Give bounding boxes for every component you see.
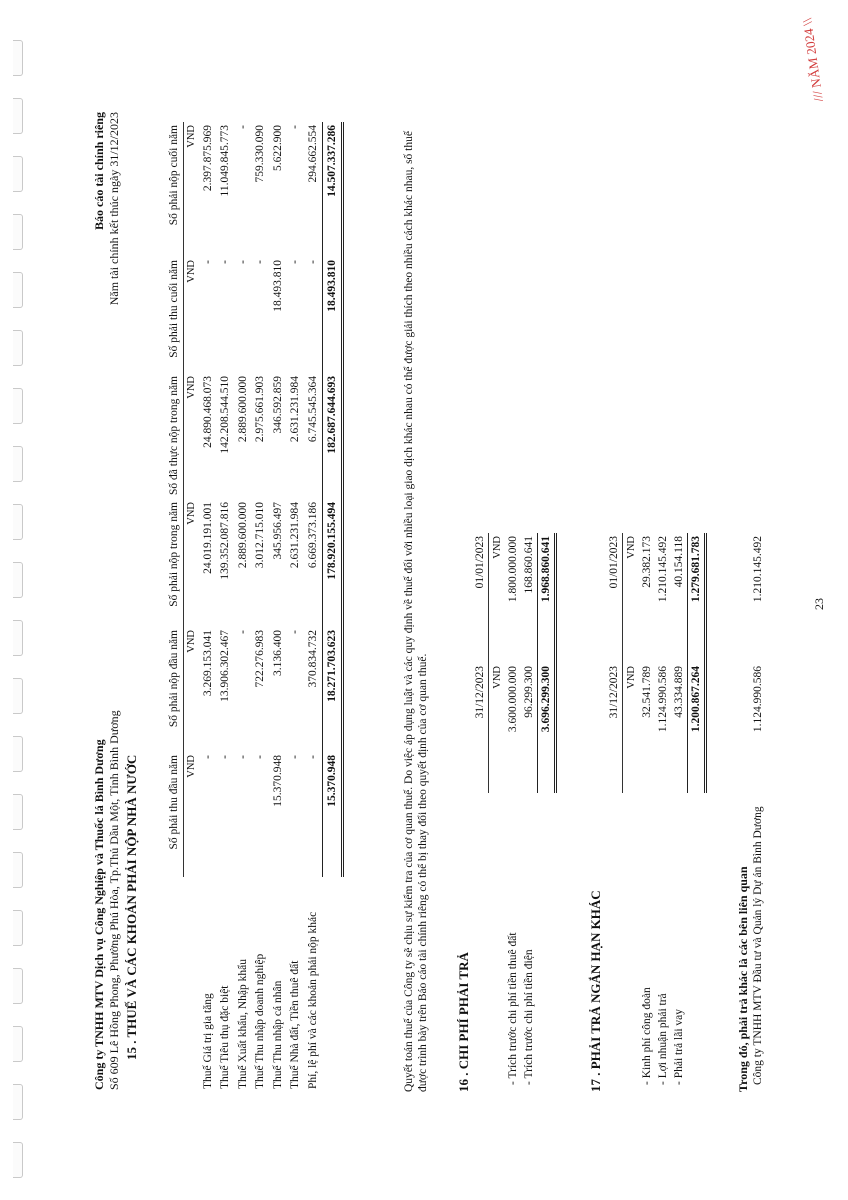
- value-cell: 6.669.373.186: [306, 502, 319, 569]
- total-cell: 18.493.810: [322, 257, 342, 373]
- column-header: Số phải thu đầu năm: [168, 755, 180, 850]
- table-row: [750, 533, 766, 1088]
- unit-cell: VND: [184, 627, 200, 752]
- value-cell: 3.012.715.010: [254, 502, 267, 569]
- row-label: Thuế Thu nhập doanh nghiệp: [254, 953, 267, 1089]
- related-parties-title: Trong đó, phải trả khác là các bên liên quan: [736, 866, 750, 1092]
- table-header-row: [606, 533, 623, 1088]
- value-cell: 346.592.859: [271, 376, 284, 434]
- value-cell: 759.330.090: [254, 125, 267, 183]
- value-cell: 722.276.983: [254, 630, 267, 688]
- column-header: Số phải thu cuối năm: [168, 260, 180, 358]
- value-cell: 2.397.875.969: [201, 125, 214, 192]
- value-cell: -: [236, 260, 249, 264]
- value-cell: -: [201, 260, 214, 264]
- value-cell: -: [201, 755, 214, 759]
- header-label-cell: [606, 793, 623, 1088]
- unit-cell: VND: [489, 533, 506, 663]
- unit-cell: VND: [184, 373, 200, 499]
- value-cell: 139.352.087.816: [219, 502, 232, 580]
- value-cell: 32.541.789: [641, 666, 653, 718]
- value-cell: -: [236, 755, 249, 759]
- value-cell: 1.124.990.586: [752, 666, 764, 733]
- value-cell: -: [236, 125, 249, 129]
- table-row: [639, 533, 655, 1088]
- value-cell: 24.019.191.001: [201, 502, 214, 574]
- value-cell: 2.889.600.000: [236, 376, 249, 443]
- table-row: [655, 533, 671, 1088]
- official-stamp-fragment: /// NĂM 2024 \\: [799, 17, 826, 103]
- table-row: [505, 533, 521, 1088]
- value-cell: 13.906.302.467: [219, 630, 232, 702]
- value-cell: 18.493.810: [271, 260, 284, 312]
- unit-cell: VND: [184, 257, 200, 373]
- value-cell: -: [254, 755, 267, 759]
- table-row: [234, 122, 252, 1092]
- value-cell: 6.745.545.364: [306, 376, 319, 443]
- value-cell: 29.382.173: [641, 536, 653, 588]
- unit-cell: VND: [184, 499, 200, 627]
- row-label: Công ty TNHH MTV Đầu tư và Quản lý Dự án Bình Dương: [752, 806, 764, 1085]
- header-label-cell: [472, 793, 489, 1088]
- column-header: 31/12/2023: [474, 666, 486, 719]
- value-cell: 168.860.641: [523, 536, 535, 594]
- value-cell: -: [289, 630, 302, 634]
- row-label: - Trích trước chi phí tiền điện: [523, 949, 536, 1085]
- row-label: - Lợi nhuận phải trả: [657, 993, 669, 1085]
- unit-cell: VND: [623, 663, 640, 793]
- unit-blank-cell: [184, 877, 200, 1092]
- total-cell: 18.271.703.623: [322, 627, 342, 752]
- unit-row: [489, 533, 506, 1088]
- value-cell: -: [219, 755, 232, 759]
- row-label: Thuế Nhà đất, Tiền thuê đất: [289, 960, 302, 1089]
- value-cell: 96.299.300: [523, 666, 535, 718]
- row-label: Phí, lệ phí và các khoản phải nộp khác: [307, 911, 319, 1089]
- unit-cell: VND: [623, 533, 640, 663]
- value-cell: 3.269.153.041: [201, 630, 214, 697]
- company-address: Số 609 Lê Hồng Phong, Phường Phú Hòa, Tp.Thủ Dầu Một, Tỉnh Bình Dương: [107, 710, 121, 1090]
- total-label-cell: [688, 793, 706, 1088]
- value-cell: 43.334.889: [673, 666, 685, 718]
- total-label-cell: [538, 793, 556, 1088]
- row-label: - Trích trước chi phí tiền thuê đất: [507, 932, 519, 1085]
- section-16-title: 16 . CHI PHÍ PHẢI TRẢ: [456, 952, 471, 1092]
- other-payables-table: [606, 533, 707, 1088]
- value-cell: 142.208.544.510: [219, 376, 232, 454]
- unit-cell: VND: [184, 752, 200, 877]
- page-number: 23: [812, 598, 826, 610]
- unit-row: [623, 533, 640, 1088]
- value-cell: -: [289, 125, 302, 129]
- table-row: [252, 122, 270, 1092]
- unit-cell: VND: [184, 122, 200, 257]
- value-cell: 2.889.600.000: [236, 502, 249, 569]
- related-parties-table: [750, 533, 766, 1088]
- table-header-row: [472, 533, 489, 1088]
- total-cell: 1.200.867.264: [688, 663, 706, 793]
- value-cell: -: [254, 260, 267, 264]
- value-cell: 24.890.468.073: [201, 376, 214, 448]
- row-label: Thuế Tiêu thụ đặc biệt: [219, 985, 232, 1089]
- total-row: [322, 122, 342, 1092]
- total-cell: 182.687.644.693: [322, 373, 342, 499]
- accrued-expenses-table: [472, 533, 557, 1088]
- report-period: Năm tài chính kết thúc ngày 31/12/2023: [107, 112, 121, 306]
- value-cell: 2.975.661.903: [254, 376, 267, 443]
- value-cell: 40.154.118: [673, 536, 685, 588]
- row-label: Thuế Giá trị gia tăng: [201, 993, 214, 1089]
- row-label: - Kinh phí công đoàn: [641, 987, 653, 1085]
- tax-table: [168, 122, 344, 1092]
- table-row: [269, 122, 287, 1092]
- header-label-cell: [168, 877, 184, 1092]
- total-cell: 15.370.948: [322, 752, 342, 877]
- column-header: 31/12/2023: [608, 666, 620, 719]
- value-cell: 2.631.231.984: [289, 502, 302, 569]
- value-cell: 1.210.145.492: [657, 536, 669, 603]
- column-header: Số phải nộp trong năm: [168, 502, 180, 607]
- total-cell: 1.279.681.783: [688, 533, 706, 663]
- value-cell: -: [289, 260, 302, 264]
- table-row: [287, 122, 305, 1092]
- table-row: [521, 533, 538, 1088]
- value-cell: -: [219, 260, 232, 264]
- value-cell: -: [306, 755, 319, 759]
- value-cell: -: [306, 260, 319, 264]
- value-cell: 345.956.497: [271, 502, 284, 560]
- table-row: [671, 533, 688, 1088]
- total-cell: 3.696.299.300: [538, 663, 556, 793]
- table-row: [217, 122, 235, 1092]
- total-row: [688, 533, 706, 1088]
- value-cell: 15.370.948: [271, 755, 284, 807]
- value-cell: 1.124.990.586: [657, 666, 669, 733]
- row-label: Thuế Xuất khẩu, Nhập khẩu: [236, 959, 249, 1089]
- table-row: [199, 122, 217, 1092]
- column-header: Số đã thực nộp trong năm: [168, 376, 180, 495]
- unit-blank-cell: [489, 793, 506, 1088]
- row-label: Thuế Thu nhập cá nhân: [271, 980, 284, 1089]
- value-cell: 1.800.000.000: [507, 536, 519, 603]
- value-cell: -: [236, 630, 249, 634]
- value-cell: 3.600.000.000: [507, 666, 519, 733]
- unit-cell: VND: [489, 663, 506, 793]
- value-cell: 294.662.554: [306, 125, 319, 183]
- value-cell: 1.210.145.492: [752, 536, 764, 603]
- column-header: Số phải nộp cuối năm: [168, 125, 180, 226]
- total-cell: 1.968.860.641: [538, 533, 556, 663]
- value-cell: 3.136.400: [271, 630, 284, 676]
- section-17-title: 17 . PHẢI TRẢ NGẮN HẠN KHÁC: [588, 890, 603, 1092]
- column-header: 01/01/2023: [608, 536, 620, 589]
- value-cell: 2.631.231.984: [289, 376, 302, 443]
- column-header: Số phải nộp đầu năm: [168, 630, 180, 728]
- unit-blank-cell: [623, 793, 640, 1088]
- section-15-title: 15 . THUẾ VÀ CÁC KHOẢN PHẢI NỘP NHÀ NƯỚC: [124, 754, 139, 1060]
- tax-note: Quyết toán thuế của Công ty sẽ chịu sự kiểm tra của cơ quan thuế. Do việc áp dụng luật và các quy định về thuế đối với nhiều loại giao dịch khác nhau có thể được giải thích theo nhiều cách khác nhau, số thuế được trình bày trên Báo cáo tài chính riêng có thể bị thay đổi theo quyết định của cơ quan thuế.: [403, 131, 429, 1092]
- company-name: Công ty TNHH MTV Dịch vụ Công Nghiệp và Thuốc lá Bình Dương: [92, 739, 106, 1090]
- value-cell: 5.622.900: [271, 125, 284, 171]
- column-header: 01/01/2023: [474, 536, 486, 589]
- value-cell: 370.834.732: [306, 630, 319, 688]
- table-row: [304, 122, 322, 1092]
- total-cell: 178.920.155.494: [322, 499, 342, 627]
- row-label: - Phải trả lãi vay: [673, 1008, 686, 1085]
- unit-row: [184, 122, 200, 1092]
- table-header-row: [168, 122, 184, 1092]
- total-label-cell: [322, 877, 342, 1092]
- value-cell: -: [289, 755, 302, 759]
- report-title: Báo cáo tài chính riêng: [92, 112, 106, 231]
- total-cell: 14.507.337.286: [322, 122, 342, 257]
- value-cell: 11.049.845.773: [219, 125, 232, 197]
- total-row: [538, 533, 556, 1088]
